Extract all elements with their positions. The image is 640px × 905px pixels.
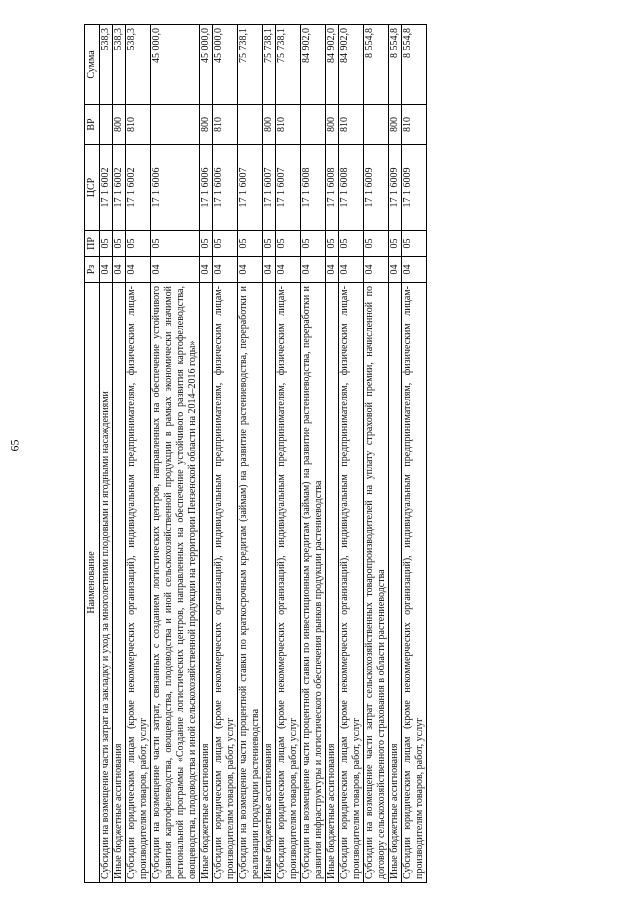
row-rz: 04 <box>389 257 402 283</box>
table-row <box>389 25 402 883</box>
row-pr: 05 <box>276 231 301 257</box>
row-csr: 17 1 6009 <box>389 145 402 231</box>
row-name: Субсидии юридическим лицам (кроме некоммерческих организаций), индивидуальным предпринимателям, физическим лицам-производителям товаров, работ, услуг <box>213 283 238 883</box>
row-name: Иные бюджетные ассигнования <box>263 283 276 883</box>
row-vr: 810 <box>213 105 238 145</box>
table-row <box>200 25 213 883</box>
header-sum: Сумма <box>85 25 100 105</box>
row-vr <box>151 105 200 145</box>
header-rz: Рз <box>85 257 100 283</box>
row-rz: 04 <box>126 257 151 283</box>
row-pr: 05 <box>126 231 151 257</box>
row-vr: 810 <box>402 105 427 145</box>
row-sum: 75 738,1 <box>276 25 301 105</box>
row-csr: 17 1 6002 <box>113 145 126 231</box>
row-pr: 05 <box>213 231 238 257</box>
row-sum: 75 738,1 <box>238 25 263 105</box>
row-pr: 05 <box>402 231 427 257</box>
table-row <box>113 25 126 883</box>
row-csr: 17 1 6007 <box>263 145 276 231</box>
row-vr: 810 <box>276 105 301 145</box>
row-pr: 05 <box>301 231 326 257</box>
row-csr: 17 1 6007 <box>276 145 301 231</box>
row-csr: 17 1 6009 <box>364 145 389 231</box>
row-name: Субсидии на возмещение части процентной ставки по инвестиционным кредитам (займам) на развитие растениеводства, переработки и развития инфраструктуры и логистического обеспечения рынков продукции растениеводства <box>301 283 326 883</box>
row-sum: 84 902,0 <box>339 25 364 105</box>
row-pr: 05 <box>200 231 213 257</box>
header-name: Наименование <box>85 283 100 883</box>
row-sum: 8 554,8 <box>402 25 427 105</box>
header-pr: ПР <box>85 231 100 257</box>
row-sum: 45 000,0 <box>200 25 213 105</box>
row-csr: 17 1 6008 <box>301 145 326 231</box>
row-pr: 05 <box>151 231 200 257</box>
row-name: Иные бюджетные ассигнования <box>113 283 126 883</box>
row-pr: 05 <box>326 231 339 257</box>
row-pr: 05 <box>113 231 126 257</box>
row-rz: 04 <box>276 257 301 283</box>
row-pr: 05 <box>339 231 364 257</box>
row-rz: 04 <box>402 257 427 283</box>
row-csr: 17 1 6006 <box>151 145 200 231</box>
row-name: Субсидии на возмещение части затрат на закладку и уход за многолетними плодовыми и ягодными насаждениями <box>100 283 113 883</box>
row-vr: 810 <box>126 105 151 145</box>
row-name: Иные бюджетные ассигнования <box>200 283 213 883</box>
row-csr: 17 1 6008 <box>326 145 339 231</box>
row-pr: 05 <box>389 231 402 257</box>
row-rz: 04 <box>200 257 213 283</box>
row-vr: 800 <box>200 105 213 145</box>
table-row <box>276 25 301 883</box>
budget-table <box>84 24 427 883</box>
page-number-area <box>0 0 30 905</box>
row-sum: 8 554,8 <box>364 25 389 105</box>
row-sum: 84 902,0 <box>326 25 339 105</box>
header-csr: ЦСР <box>85 145 100 231</box>
row-vr: 800 <box>326 105 339 145</box>
row-name: Субсидии юридическим лицам (кроме некоммерческих организаций), индивидуальным предпринимателям, физическим лицам-производителям товаров, работ, услуг <box>276 283 301 883</box>
table-row <box>238 25 263 883</box>
row-sum: 84 902,0 <box>301 25 326 105</box>
row-csr: 17 1 6002 <box>126 145 151 231</box>
row-csr: 17 1 6007 <box>238 145 263 231</box>
row-vr: 800 <box>113 105 126 145</box>
row-rz: 04 <box>113 257 126 283</box>
row-sum: 45 000,0 <box>151 25 200 105</box>
row-sum: 538,3 <box>100 25 113 105</box>
row-sum: 45 000,0 <box>213 25 238 105</box>
table-row <box>339 25 364 883</box>
row-name: Субсидии юридическим лицам (кроме некоммерческих организаций), индивидуальным предпринимателям, физическим лицам-производителям товаров, работ, услуг <box>339 283 364 883</box>
row-rz: 04 <box>213 257 238 283</box>
row-rz: 04 <box>339 257 364 283</box>
row-pr: 05 <box>263 231 276 257</box>
table-row <box>364 25 389 883</box>
table-row <box>151 25 200 883</box>
row-vr: 800 <box>263 105 276 145</box>
row-csr: 17 1 6006 <box>213 145 238 231</box>
table-row <box>326 25 339 883</box>
row-vr <box>238 105 263 145</box>
table-header-row <box>85 25 100 883</box>
header-vr: ВР <box>85 105 100 145</box>
row-csr: 17 1 6006 <box>200 145 213 231</box>
row-rz: 04 <box>263 257 276 283</box>
row-vr <box>301 105 326 145</box>
row-vr <box>100 105 113 145</box>
row-name: Субсидии на возмещение части процентной ставки по краткосрочным кредитам (займам) на развитие растениеводства, переработки и реализации продукции растениеводства <box>238 283 263 883</box>
table-row <box>263 25 276 883</box>
row-rz: 04 <box>151 257 200 283</box>
row-csr: 17 1 6009 <box>402 145 427 231</box>
row-csr: 17 1 6002 <box>100 145 113 231</box>
row-sum: 538,3 <box>126 25 151 105</box>
row-pr: 05 <box>238 231 263 257</box>
row-sum: 538,3 <box>113 25 126 105</box>
row-rz: 04 <box>301 257 326 283</box>
row-vr: 800 <box>389 105 402 145</box>
row-sum: 8 554,8 <box>389 25 402 105</box>
row-csr: 17 1 6008 <box>339 145 364 231</box>
row-rz: 04 <box>238 257 263 283</box>
table-row <box>213 25 238 883</box>
table-row <box>301 25 326 883</box>
rotated-table-container <box>84 25 554 883</box>
row-name: Иные бюджетные ассигнования <box>326 283 339 883</box>
row-pr: 05 <box>100 231 113 257</box>
table-row <box>126 25 151 883</box>
row-rz: 04 <box>100 257 113 283</box>
row-name: Субсидии на возмещение части затрат, связанных с созданием логистических центров, направленных на обеспечение устойчивого развития картофелеводства, овощеводства, плодоводства и иной сельскохозяйственной продукции в рамках экономически значимой региональной программы «Создание логистических центров, направленных на обеспечение устойчивого развития картофелеводства, овощеводства, плодоводства и иной сельскохозяйственной продукции на территории Пензенской области на 2014–2016 годы» <box>151 283 200 883</box>
row-name: Субсидии юридическим лицам (кроме некоммерческих организаций), индивидуальным предпринимателям, физическим лицам-производителям товаров, работ, услуг <box>126 283 151 883</box>
row-vr: 810 <box>339 105 364 145</box>
row-name: Иные бюджетные ассигнования <box>389 283 402 883</box>
row-rz: 04 <box>326 257 339 283</box>
table-row <box>402 25 427 883</box>
row-sum: 75 738,1 <box>263 25 276 105</box>
row-pr: 05 <box>364 231 389 257</box>
row-name: Субсидии юридическим лицам (кроме некоммерческих организаций), индивидуальным предпринимателям, физическим лицам-производителям товаров, работ, услуг <box>402 283 427 883</box>
table-row <box>100 25 113 883</box>
row-vr <box>364 105 389 145</box>
row-rz: 04 <box>364 257 389 283</box>
page-number: 65 <box>7 439 22 452</box>
row-name: Субсидии на возмещение части затрат сельскохозяйственных товаропроизводителей на уплату страховой премии, начисленной по договору сельскохозяйственного страхования в области растениеводства <box>364 283 389 883</box>
